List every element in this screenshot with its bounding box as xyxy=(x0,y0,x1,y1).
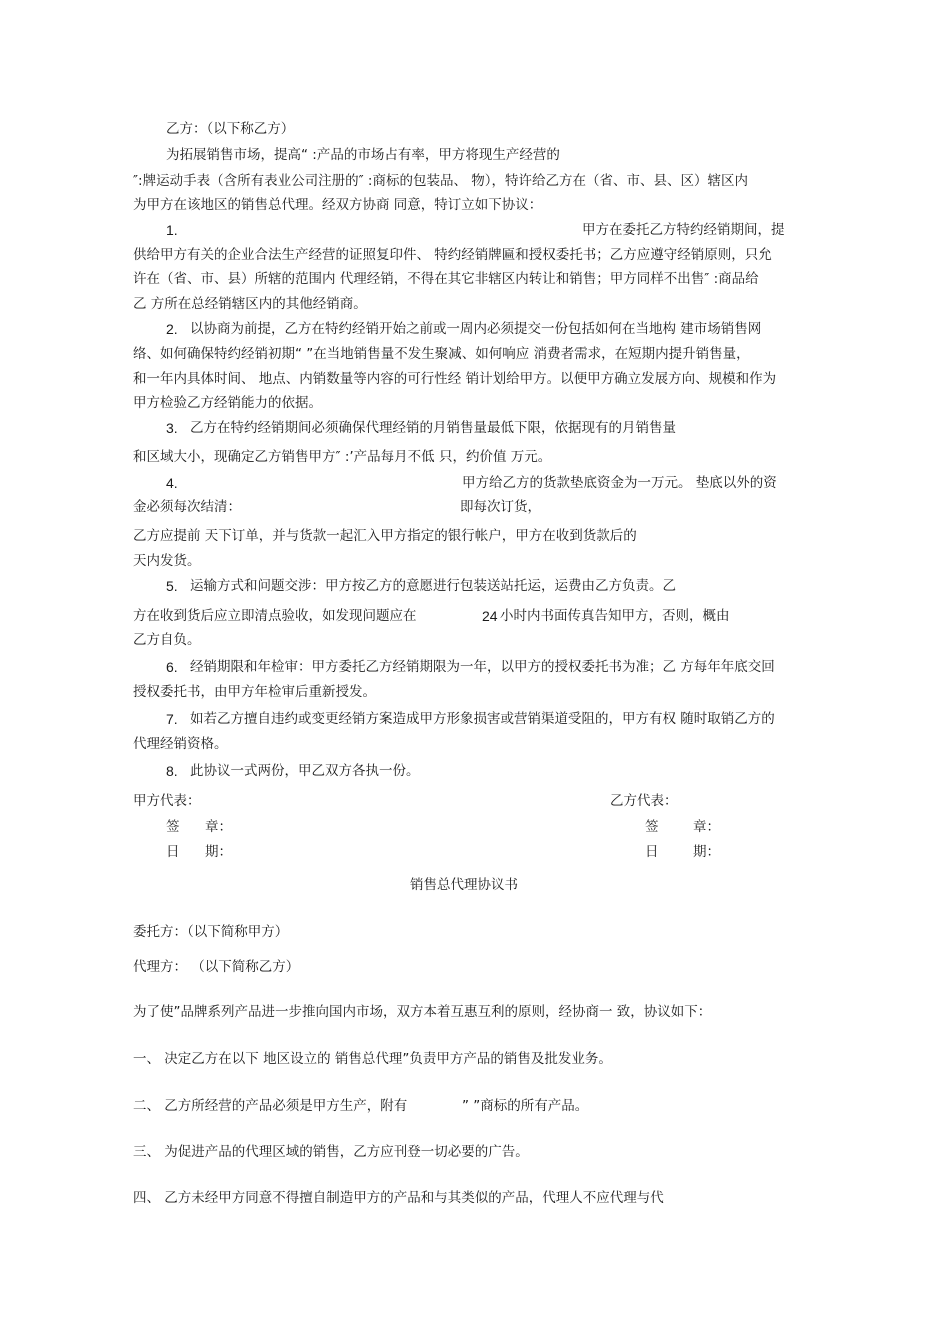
clause-4-line-4: 天内发货。 xyxy=(133,553,201,569)
party-a-seal-label: 章： xyxy=(205,819,232,835)
intro-line-2: ″:牌运动手表（含所有表业公司注册的″ :商标的包装品、 物），特许给乙方在（省、市、县、区）辖区内 xyxy=(133,173,749,189)
clause-4-line-2b: 即每次订货， xyxy=(460,499,541,515)
clause-3-number: 3. xyxy=(166,420,178,436)
article-1: 一、 决定乙方在以下 地区设立的 销售总代理”负责甲方产品的销售及批发业务。 xyxy=(133,1051,612,1067)
clause-7-line-2: 代理经销资格。 xyxy=(133,736,228,752)
party-a-representative: 甲方代表： xyxy=(133,793,201,809)
clause-2-line-4: 甲方检验乙方经销能力的依据。 xyxy=(133,395,322,411)
article-2a: 二、 乙方所经营的产品必须是甲方生产，附有 xyxy=(133,1098,408,1114)
clause-6-line-2: 授权委托书，由甲方年检审后重新授发。 xyxy=(133,684,376,700)
clause-6-line-1: 经销期限和年检审：甲方委托乙方经销期限为一年，以甲方的授权委托书为准；乙 方每年年底交回 xyxy=(190,659,775,675)
party-b-date-char: 日 xyxy=(645,844,659,860)
clause-4-line-2a: 金必须每次结清： xyxy=(133,499,241,515)
clause-5-line-2b: 小时内书面传真告知甲方，否则，概由 xyxy=(500,608,730,624)
clause-8-line-1: 此协议一式两份，甲乙双方各执一份。 xyxy=(190,763,420,779)
clause-4-line-1: 甲方给乙方的货款垫底资金为一万元。 垫底以外的资 xyxy=(462,475,777,491)
clause-4-line-3: 乙方应提前 天下订单，并与货款一起汇入甲方指定的银行帐户，甲方在收到货款后的 xyxy=(133,528,637,544)
clause-2-line-2: 络、如何确保特约经销初期“ ”在当地销售量不发生聚减、如何响应 消费者需求，在短期内提升销售量， xyxy=(133,346,750,362)
clause-5-line-2a: 方在收到货后应立即清点验收，如发现问题应在 xyxy=(133,608,417,624)
clause-7-number: 7. xyxy=(166,711,178,727)
clause-5-line-1: 运输方式和问题交涉：甲方按乙方的意愿进行包装送站托运，运费由乙方负责。乙 xyxy=(190,578,676,594)
party-b-representative: 乙方代表： xyxy=(610,793,678,809)
clause-2-number: 2. xyxy=(166,321,178,337)
clause-1-number: 1. xyxy=(166,222,178,238)
party-a-date-label: 期： xyxy=(205,844,232,860)
party-a-date-char: 日 xyxy=(166,844,180,860)
clause-1-line-1: 甲方在委托乙方特约经销期间，提 xyxy=(582,222,785,238)
article-3: 三、 为促进产品的代理区域的销售，乙方应刊登一切必要的广告。 xyxy=(133,1144,529,1160)
clause-4-number: 4. xyxy=(166,475,178,491)
clause-1-line-2: 供给甲方有关的企业合法生产经营的证照复印件、 特约经销牌匾和授权委托书；乙方应遵守经销原则，只允 xyxy=(133,247,772,263)
party-b-line: 乙方：（以下称乙方） xyxy=(166,121,295,137)
party-a-seal-char: 签 xyxy=(166,819,180,835)
clause-3-line-2: 和区域大小，现确定乙方销售甲方″ :’产品每月不低 只，约价值 万元。 xyxy=(133,449,552,465)
party-b-date-label: 期： xyxy=(693,844,720,860)
clause-1-line-4: 乙 方所在总经销辖区内的其他经销商。 xyxy=(133,296,367,312)
article-4: 四、 乙方未经甲方同意不得擅自制造甲方的产品和与其类似的产品，代理人不应代理与代 xyxy=(133,1190,664,1206)
clause-5-line-3: 乙方自负。 xyxy=(133,632,201,648)
agent-line: 代理方： （以下简称乙方） xyxy=(133,959,300,975)
clause-6-number: 6. xyxy=(166,659,178,675)
clause-1-line-3: 许在（省、市、县）所辖的范围内 代理经销，不得在其它非辖区内转让和销售；甲方同样不出售″ :商品给 xyxy=(133,271,759,287)
agreement-2-title: 销售总代理协议书 xyxy=(410,877,518,893)
principal-line: 委托方：（以下简称甲方） xyxy=(133,924,289,940)
clause-2-line-1: 以协商为前提，乙方在特约经销开始之前或一周内必须提交一份包括如何在当地构 建市场销售网 xyxy=(190,321,762,337)
clause-5-number: 5. xyxy=(166,578,178,594)
clause-3-line-1: 乙方在特约经销期间必须确保代理经销的月销售量最低下限，依据现有的月销售量 xyxy=(190,420,676,436)
clause-2-line-3: 和一年内具体时间、 地点、内销数量等内容的可行性经 销计划给甲方。以便甲方确立发展方向、规模和作为 xyxy=(133,371,777,387)
intro-line-1: 为拓展销售市场，提高“ :产品的市场占有率，甲方将现生产经营的 xyxy=(166,147,560,163)
article-2b: ” ”商标的所有产品。 xyxy=(462,1098,589,1114)
preamble-line: 为了使”品牌系列产品进一步推向国内市场，双方本着互惠互利的原则，经协商一 致，协议如下： xyxy=(133,1004,712,1020)
party-b-seal-label: 章： xyxy=(693,819,720,835)
clause-7-line-1: 如若乙方擅自违约或变更经销方案造成甲方形象损害或营销渠道受阻的，甲方有权 随时取销乙方的 xyxy=(190,711,775,727)
party-b-seal-char: 签 xyxy=(645,819,659,835)
intro-line-3: 为甲方在该地区的销售总代理。经双方协商 同意，特订立如下协议： xyxy=(133,197,543,213)
clause-5-hours-number: 24 xyxy=(482,608,498,624)
clause-8-number: 8. xyxy=(166,763,178,779)
